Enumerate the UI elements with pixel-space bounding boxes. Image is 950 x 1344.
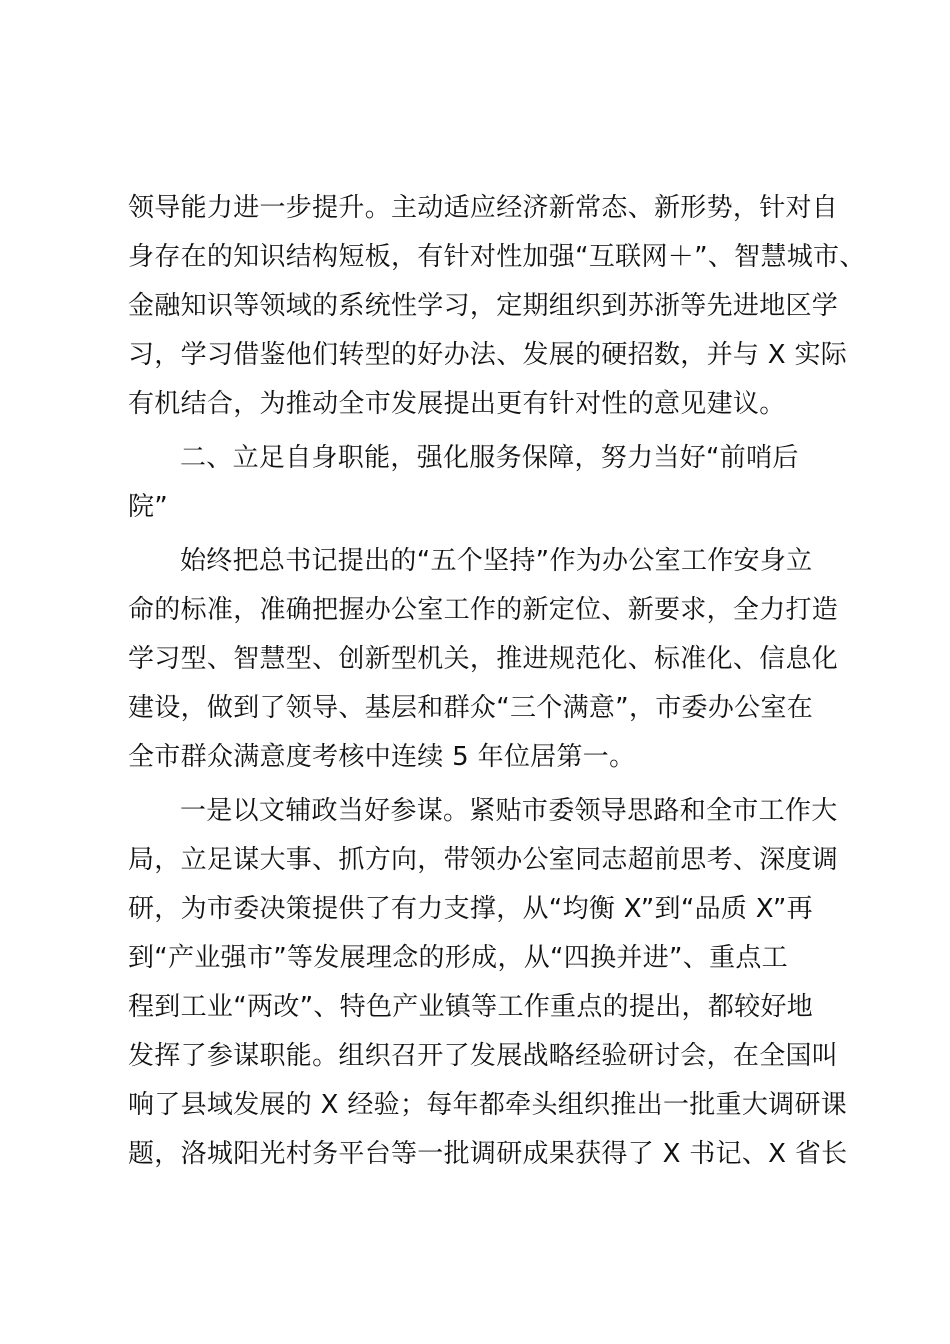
text-line: 局，立足谋大事、抓方向，带领办公室同志超前思考、深度调 (128, 845, 839, 875)
text-line: 有机结合，为推动全市发展提出更有针对性的意见建议。 (128, 389, 786, 419)
text-line: 程到工业“两改”、特色产业镇等工作重点的提出，都较好地 (128, 992, 814, 1022)
paragraph-leadership (128, 184, 866, 429)
text-line: 学习型、智慧型、创新型机关，推进规范化、标准化、信息化 (128, 644, 839, 674)
text-line: 发挥了参谋职能。组织召开了发展战略经验研讨会，在全国叫 (128, 1041, 839, 1071)
text-line: 题，洛城阳光村务平台等一批调研成果获得了 X 书记、X 省长 (128, 1139, 848, 1169)
text-line: 研，为市委决策提供了有力支撑，从“均衡 X”到“品质 X”再 (128, 894, 813, 924)
text-line: 到“产业强市”等发展理念的形成，从“四换并进”、重点工 (128, 943, 788, 973)
text-line: 一是以文辅政当好参谋。紧贴市委领导思路和全市工作大 (180, 796, 838, 826)
text-line: 金融知识等领域的系统性学习，定期组织到苏浙等先进地区学 (128, 291, 839, 321)
text-line: 建设，做到了领导、基层和群众“三个满意”，市委办公室在 (128, 693, 814, 723)
heading-line: 二、立足自身职能，强化服务保障，努力当好“前哨后 (180, 443, 799, 473)
text-line: 身存在的知识结构短板，有针对性加强“互联网＋”、智慧城市、 (128, 242, 866, 272)
document-body (128, 184, 866, 1179)
text-line: 习，学习借鉴他们转型的好办法、发展的硬招数，并与 X 实际 (128, 340, 848, 370)
section-heading (128, 434, 838, 532)
paragraph-advisor (128, 787, 848, 1179)
text-line: 始终把总书记提出的“五个坚持”作为办公室工作安身立 (180, 546, 813, 576)
text-line: 响了县域发展的 X 经验；每年都牵头组织推出一批重大调研课 (128, 1090, 848, 1120)
heading-line: 院” (128, 492, 169, 522)
paragraph-five-persistences (128, 537, 838, 782)
text-line: 命的标准，准确把握办公室工作的新定位、新要求，全力打造 (128, 595, 839, 625)
text-line: 全市群众满意度考核中连续 5 年位居第一。 (128, 742, 636, 772)
text-line: 领导能力进一步提升。主动适应经济新常态、新形势，针对自 (128, 193, 839, 223)
